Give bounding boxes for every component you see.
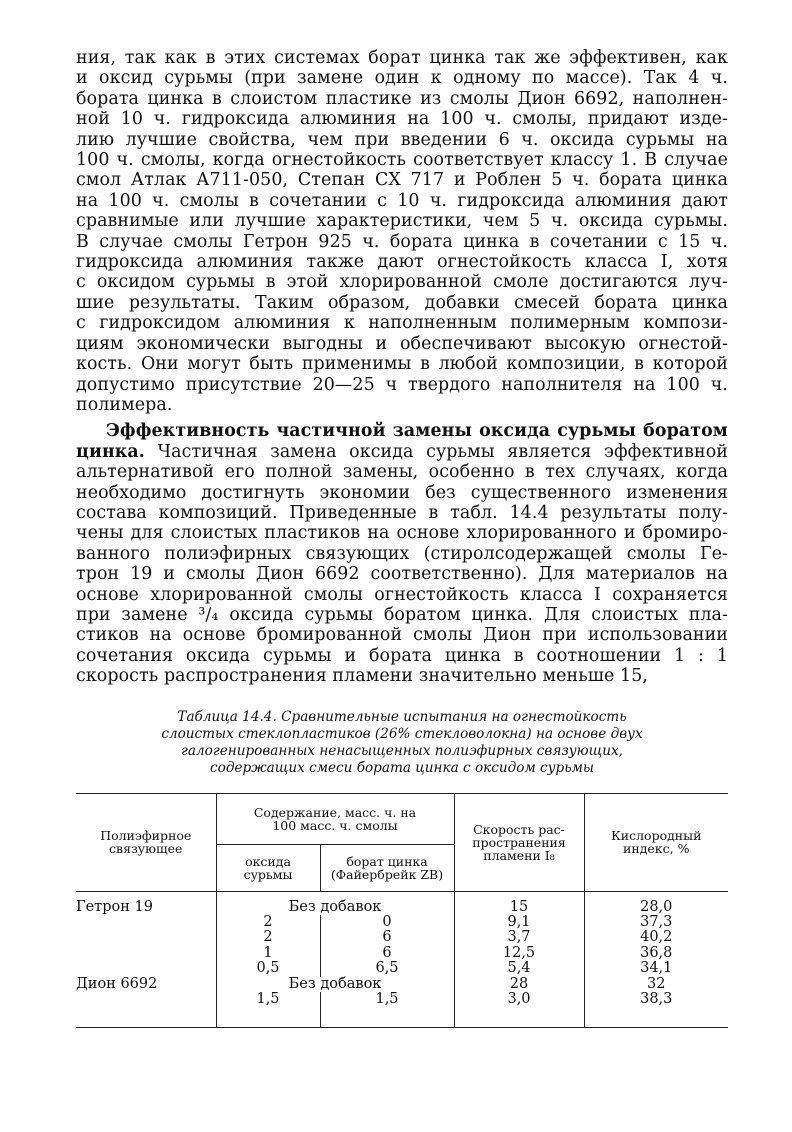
row-binder-empty [76, 946, 216, 961]
no-additives-label: Без добавок [216, 977, 454, 992]
oxygen-index-value: 32 [584, 977, 728, 992]
text-line: смол Атлак А711-050, Степан СХ 717 и Роблен 5 ч. бората цинка [76, 170, 728, 191]
text-line: циям экономически выгодны и обеспечивают высокую огнестой- [76, 333, 728, 354]
text-line: сравнимые или лучшие характеристики, чем 5 ч. оксида сурьмы. [76, 211, 728, 232]
text-line: 100 ч. смолы, когда огнестойкость соответствует классу 1. В случае [76, 150, 728, 171]
caption-line: галогенированных ненасыщенных полиэфирных связующих, [181, 742, 623, 759]
table-row [76, 930, 728, 945]
text-line: шие результаты. Таким образом, добавки смесей бората цинка [76, 292, 728, 313]
zinc-borate-value: 1,5 [320, 992, 454, 1028]
zinc-borate-value: 6,5 [320, 961, 454, 976]
table-caption [76, 709, 728, 777]
text-line: и оксид сурьмы (при замене один к одному по массе). Так 4 ч. [76, 68, 728, 89]
paragraph-2-text: Частичная замена оксида сурьмы является эффективной [144, 441, 728, 462]
row-binder-empty [76, 992, 216, 1028]
paragraph-2-line [76, 442, 728, 462]
table-row [76, 946, 728, 961]
caption-line: содержащих смеси бората цинка с оксидом сурьмы [210, 759, 594, 776]
table-row [76, 891, 728, 915]
text-line: чены для слоистых пластиков на основе хлорированного и бромиро- [76, 523, 728, 544]
text-line: допустимо присутствие 20—25 ч твердого наполнителя на 100 ч. [76, 374, 728, 395]
caption-line: Таблица 14.4. Сравнительные испытания на огнестойкость [177, 708, 627, 725]
oxygen-index-value: 37,3 [584, 915, 728, 930]
text-line: полимера. [76, 394, 173, 415]
text-line: ванного полиэфирных связующих (стиролсодержащей смолы Ге- [76, 543, 728, 564]
paragraph-2 [76, 421, 728, 686]
text-line: с оксидом сурьмы в этой хлорированной смоле достигаются луч- [76, 272, 728, 293]
text-line: сочетания оксида сурьмы и бората цинка в соотношении 1 : 1 [76, 645, 728, 666]
header-zinc-borate: борат цинка (Файербрейк ZB) [320, 844, 454, 891]
text-line: на 100 ч. смолы в сочетании с 10 ч. гидроксида алюминия дают [76, 190, 728, 211]
row-binder-empty [76, 930, 216, 945]
flame-spread-value: 9,1 [454, 915, 584, 930]
text-line: состава композиций. Приведенные в табл. 14.4 результаты полу- [76, 502, 728, 523]
flame-spread-value: 5,4 [454, 961, 584, 976]
text-line: альтернативой его полной замены, особенно в тех случаях, когда [76, 462, 728, 483]
table-row [76, 992, 728, 1028]
text-line: В случае смолы Гетрон 925 ч. бората цинка в сочетании с 15 ч. [76, 231, 728, 252]
text-line: при замене ³/₄ оксида сурьмы боратом цинка. Для слоистых пла- [76, 604, 728, 625]
text-line: ния, так как в этих системах борат цинка так же эффективен, как [76, 48, 728, 68]
caption-line: слоистых стеклопластиков (26% стекловолокна) на основе двух [161, 725, 643, 742]
text-line: ной 10 ч. гидроксида алюминия на 100 ч. смолы, придают изде- [76, 109, 728, 130]
flame-spread-value: 3,7 [454, 930, 584, 945]
text-line: основе хлорированной смолы огнестойкость класса I сохраняется [76, 584, 728, 605]
text-line: лию лучшие свойства, чем при введении 6 ч. оксида сурьмы на [76, 129, 728, 150]
oxygen-index-value: 40,2 [584, 930, 728, 945]
antimony-oxide-value: 1 [216, 946, 320, 961]
text-line: гидроксида алюминия также дают огнестойкость класса I, хотя [76, 252, 728, 273]
section-heading-end: цинка. [76, 441, 145, 462]
header-flame-spread: Скорость рас- пространения пламени I₈ [454, 793, 584, 891]
flame-spread-value: 28 [454, 977, 584, 992]
paragraph-1 [76, 48, 728, 415]
oxygen-index-value: 28,0 [584, 891, 728, 915]
antimony-oxide-value: 1,5 [216, 992, 320, 1028]
zinc-borate-value: 6 [320, 946, 454, 961]
no-additives-label: Без добавок [216, 891, 454, 915]
text-line: скорость распространения пламени значительно меньше 15, [76, 666, 649, 687]
text-line: с гидроксидом алюминия к наполненным полимерным компози- [76, 313, 728, 334]
table-row [76, 961, 728, 976]
flame-spread-value: 3,0 [454, 992, 584, 1028]
text-line: бората цинка в слоистом пластике из смолы Дион 6692, наполнен- [76, 88, 728, 109]
oxygen-index-value: 36,8 [584, 946, 728, 961]
zinc-borate-value: 0 [320, 915, 454, 930]
antimony-oxide-value: 0,5 [216, 961, 320, 976]
header-binder: Полиэфирное связующее [76, 793, 216, 891]
text-line: необходимо достигнуть экономии без существенного изменения [76, 482, 728, 503]
table-row [76, 977, 728, 992]
flame-spread-value: 15 [454, 891, 584, 915]
row-binder-name: Гетрон 19 [76, 898, 153, 915]
text-line: кость. Они могут быть применимы в любой композиции, в которой [76, 354, 728, 375]
document-page [76, 48, 728, 1028]
antimony-oxide-value: 2 [216, 930, 320, 945]
row-binder-name: Дион 6692 [76, 975, 158, 992]
zinc-borate-value: 6 [320, 930, 454, 945]
oxygen-index-value: 38,3 [584, 992, 728, 1028]
row-binder-empty [76, 961, 216, 976]
header-antimony-oxide: оксида сурьмы [216, 844, 320, 891]
oxygen-index-value: 34,1 [584, 961, 728, 976]
text-line: стиков на основе бромированной смолы Дион при использовании [76, 625, 728, 646]
header-content: Содержание, масс. ч. на 100 масс. ч. смолы [216, 793, 454, 844]
header-oxygen-index: Кислородный индекс, % [584, 793, 728, 891]
text-line: трон 19 и смолы Дион 6692 соответственно). Для материалов на [76, 564, 728, 585]
table-row [76, 915, 728, 930]
data-table [76, 793, 728, 1029]
antimony-oxide-value: 2 [216, 915, 320, 930]
flame-spread-value: 12,5 [454, 946, 584, 961]
section-heading: Эффективность частичной замены оксида сурьмы боратом [106, 421, 728, 442]
row-binder-empty [76, 915, 216, 930]
